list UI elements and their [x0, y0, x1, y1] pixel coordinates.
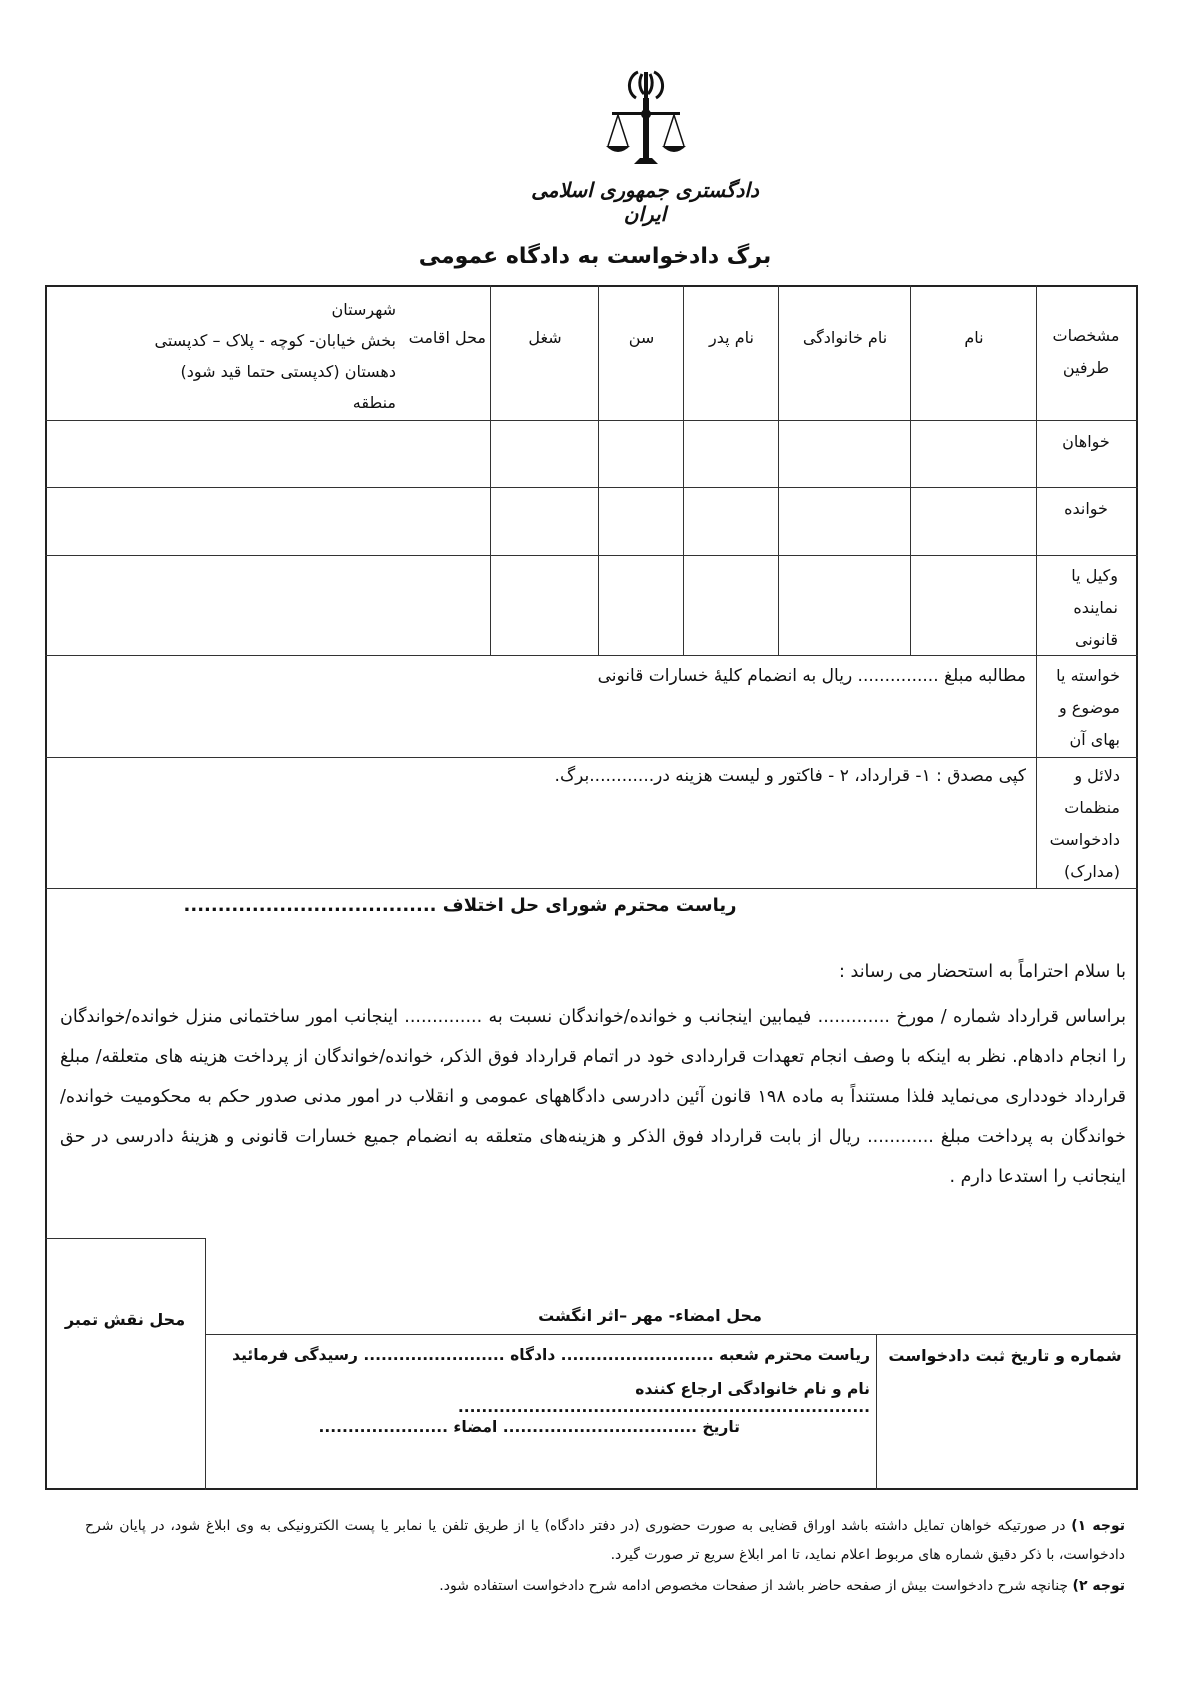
- address-line-2: بخش خیابان- کوچه - پلاک – کدپستی: [154, 331, 396, 350]
- claim-text: مطالبه مبلغ ............... ریال به انضمام کلیۀ خسارات قانونی: [597, 666, 1026, 686]
- referral-line-2: نام و نام خانوادگی ارجاع کننده ......................................................................: [457, 1380, 870, 1416]
- address-header-block: [60, 294, 396, 418]
- referral-line-1: ریاست محترم شعبه .......................... دادگاه ........................ رسیدگی فرمائید: [232, 1346, 870, 1364]
- job-header: شغل: [528, 328, 562, 347]
- plaintiff-label: خواهان: [1062, 432, 1110, 451]
- petition-title: ریاست محترم شورای حل اختلاف .....................................: [183, 895, 737, 916]
- note-1: [85, 1512, 1125, 1570]
- note-2-label: توجه ۲): [1072, 1578, 1125, 1594]
- petition-body: براساس قرارداد شماره / مورخ ............. فیمابین اینجانب و خوانده/خواندگان نسبت به .............. اینجانب امور ساختمانی منزل خوانده/خواندگان را انجام دادهام. نظر به اینکه با وصف انجام تعهدات قراردادی خود در اتمام قرارداد فوق الذکر، خوانده/خواندگان از پرداخت هزینه های متعلقه/ مبلغ قرارداد خودداری می‌نماید فلذا مستنداً به ماده ۱۹۸ قانون آئین دادرسی دادگاههای عمومی و انقلاب در امور مدنی صدور حکم به محکومیت خوانده/خواندگان به پرداخت مبلغ ............ ریال از بابت قرارداد فوق الذکر و هزینه‌های متعلقه به انضمام جمیع خسارات قانونی و هزینۀ دادرسی در حق اینجانب را استدعا دارم .: [60, 1007, 1126, 1187]
- note-2: [85, 1572, 1125, 1601]
- address-line-4: منطقه: [352, 393, 396, 412]
- stamp-place-label: محل نقش تمبر: [64, 1310, 186, 1329]
- address-line-3: دهستان (کدپستی حتما قید شود): [180, 362, 396, 381]
- age-header: سن: [628, 328, 655, 347]
- evidence-label: دلائل و منظمات دادخواست (مدارک): [1049, 766, 1120, 881]
- address-line-1: شهرستان: [331, 300, 396, 319]
- petition-greeting: با سلام احتراماً به استحضار می رساند :: [839, 962, 1126, 982]
- form-title: برگ دادخواست به دادگاه عمومی: [418, 244, 772, 269]
- parties-spec-header: مشخصات طرفین: [1052, 326, 1120, 377]
- note-2-text: چنانچه شرح دادخواست بیش از صفحه حاضر باشد از صفحات مخصوص ادامه شرح دادخواست استفاده شود.: [439, 1578, 1073, 1594]
- lawyer-label: وکیل یا نماینده قانونی: [1071, 566, 1118, 649]
- claim-label: خواسته یا موضوع و بهای آن: [1056, 666, 1120, 749]
- signature-place-label: محل امضاء- مهر –اثر انگشت: [538, 1306, 762, 1325]
- note-1-label: توجه ۱): [1071, 1518, 1125, 1534]
- name-header: نام: [964, 328, 984, 347]
- father-name-header: نام پدر: [709, 328, 754, 347]
- registration-label: شماره و تاریخ ثبت دادخواست: [888, 1346, 1122, 1365]
- referral-line-3: تاریخ ................................. امضاء ......................: [318, 1418, 740, 1436]
- family-name-header: نام خانوادگی: [802, 328, 888, 347]
- note-1-text: در صورتیکه خواهان تمایل داشته باشد اوراق قضایی به صورت حضوری (در دفتر دادگاه) یا از طریق تلفن یا نمابر یا پست الکترونیکی به وی ابلاغ شود، در پایان شرح دادخواست، با ذکر دقیق شماره های مربوط اعلام نماید، تا امر ابلاغ سریع تر صورت گیرد.: [85, 1518, 1125, 1563]
- judiciary-emblem-icon: [604, 68, 688, 172]
- evidence-text: کپی مصدق : ۱- قرارداد، ۲ - فاکتور و لیست هزینه در............برگ.: [554, 766, 1026, 786]
- residence-header: محل اقامت: [408, 328, 486, 347]
- judiciary-name: دادگستری جمهوری اسلامی ایران: [531, 178, 759, 226]
- defendant-label: خوانده: [1064, 499, 1108, 518]
